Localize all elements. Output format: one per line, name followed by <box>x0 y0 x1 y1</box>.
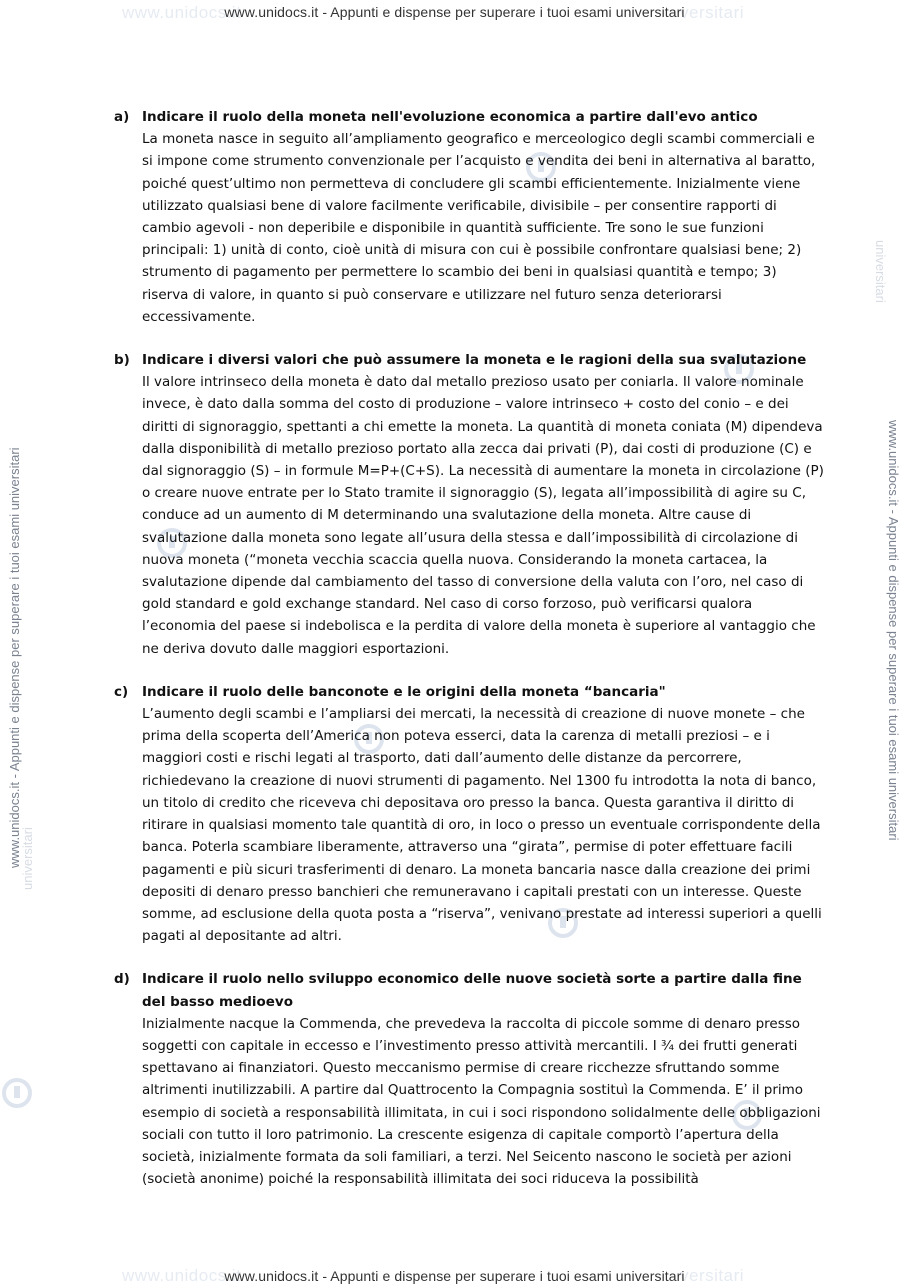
watermark-ghost-top-right: versitari <box>680 3 745 22</box>
question-section-b <box>114 349 826 660</box>
question-title: Indicare il ruolo nello sviluppo economico delle nuove società sorte a partire dalla fine del basso medioevo <box>142 971 802 1010</box>
side-watermark-right-faint: universitari <box>873 240 888 303</box>
unidocs-logo-icon <box>0 1076 34 1110</box>
question-letter: c) <box>114 683 129 700</box>
watermark-ghost-top-left: www.unidocs.it <box>122 3 242 22</box>
question-title: Indicare il ruolo delle banconote e le origini della moneta “bancaria" <box>142 683 666 700</box>
question-letter: b) <box>114 352 130 369</box>
question-letter: a) <box>114 109 130 125</box>
side-watermark-left: www.unidocs.it - Appunti e dispense per superare i tuoi esami universitari <box>7 447 22 868</box>
question-section-c <box>114 681 826 947</box>
question-section-d <box>114 968 826 1190</box>
question-title: Indicare i diversi valori che può assumere la moneta e le ragioni della sua svalutazione <box>142 352 807 369</box>
answer-paragraph: Il valore intrinseco della moneta è dato dal metallo prezioso usato per coniarla. Il valore nominale invece, è dato dalla somma del costo di produzione – valore intrinseco + costo del conio – e dei diritti di signoraggio, spettanti a chi emette la moneta. La quantità di moneta coniata (M) dipendeva dalla disponibilità di metallo prezioso portato alla zecca dai privati (P), dai costi di produzione (C) e dal signoraggio (S) – in formule M=P+(C+S). La necessità di aumentare la moneta in circolazione (P) o creare nuove entrate per lo Stato tramite il signoraggio (S), legata all’impossibilità di agire su C, conduce ad un aumento di M determinando una svalutazione della moneta. Altre cause di svalutazione dalla moneta sono legate all’usura della stessa e dall’impossibilità di circolazione di nuova moneta (“moneta vecchia scaccia quella nuova. Considerando la moneta cartacea, la svalutazione dipende dal cambiamento del tasso di conversione della valuta con l’oro, nel caso di gold standard e gold exchange standard. Nel caso di corso forzoso, può verificarsi qualora l’economia del paese si indebolisca e la perdita di valore della moneta è superiore al vantaggio che ne deriva dovuto dalle maggiori esportazioni. <box>142 374 824 657</box>
question-section-a <box>114 106 826 328</box>
question-letter: d) <box>114 971 130 988</box>
side-watermark-left-faint: universitari <box>20 827 35 890</box>
watermark-ghost-bottom-right: versitari <box>680 1266 745 1285</box>
document-body <box>114 106 826 1211</box>
header-watermark: www.unidocs.it - Appunti e dispense per superare i tuoi esami universitari <box>224 4 685 20</box>
answer-paragraph: Inizialmente nacque la Commenda, che prevedeva la raccolta di piccole somme di denaro presso soggetti con capitale in eccesso e l’investimento presso attività mercantili. I ¾ dei frutti generati spettavano ai finanziatori. Questo meccanismo permise di creare ricchezze sfruttando somme altrimenti inutilizzabili. A partire dal Quattrocento la Compagnia sostituì la Commenda. E’ il primo esempio di società a responsabilità illimitata, in cui i soci rispondono solidalmente delle obbligazioni sociali con tutto il loro patrimonio. La crescente esigenza di capitale comportò l’apertura della società, inizialmente formata da soli familiari, a terzi. Nel Seicento nascono le società per azioni (società anonime) poiché la responsabilità illimitata dei soci riduceva la possibilità <box>142 1015 821 1188</box>
footer-watermark: www.unidocs.it - Appunti e dispense per superare i tuoi esami universitari <box>224 1268 685 1284</box>
watermark-ghost-bottom-left: www.unidocs.it <box>122 1266 242 1285</box>
answer-paragraph: L’aumento degli scambi e l’ampliarsi dei mercati, la necessità di creazione di nuove monete – che prima della scoperta dell’America non poteva esserci, data la carenza di metalli preziosi – e i maggiori costi e rischi legati al trasporto, dati dall’aumento delle distanze da percorrere, richiedevano la creazione di nuovi strumenti di pagamento. Nel 1300 fu introdotta la nota di banco, un titolo di credito che riceveva chi depositava oro presso la banca. Questa garantiva il diritto di ritirare in qualsiasi momento tale quantità di oro, in loco o presso un eventuale corrispondente della banca. Poterla scambiare liberamente, attraverso una “girata”, permise di poter effettuare facili pagamenti e più sicuri trasferimenti di denaro. La moneta bancaria nasce dalla creazione dei primi depositi di denaro presso banchieri che remuneravano i capitali prestati con un interesse. Queste somme, ad esclusione della quota posta a “riserva”, venivano prestate ad interessi superiori a quelli pagati al depositante ad altri. <box>142 706 822 945</box>
answer-paragraph: La moneta nasce in seguito all’ampliamento geografico e merceologico degli scambi commerciali e si impone come strumento convenzionale per l’acquisto e vendita dei beni in alternativa al baratto, poiché quest’ultimo non permetteva di concludere gli scambi efficientemente. Inizialmente viene utilizzato qualsiasi bene di valore facilmente verificabile, divisibile – per consentire rapporti di cambio agevoli - non deperibile e disponibile in quantità sufficiente. Tre sono le sue funzioni principali: 1) unità di conto, cioè unità di misura con cui è possibile confrontare qualsiasi bene; 2) strumento di pagamento per permettere lo scambio dei beni in qualsiasi quantità e tempo; 3) riserva di valore, in quanto si può conservare e utilizzare nel futuro senza deteriorarsi eccessivamente. <box>142 131 816 325</box>
question-title: Indicare il ruolo della moneta nell'evoluzione economica a partire dall'evo antico <box>142 109 758 125</box>
side-watermark-right: www.unidocs.it - Appunti e dispense per superare i tuoi esami universitari <box>886 420 901 841</box>
